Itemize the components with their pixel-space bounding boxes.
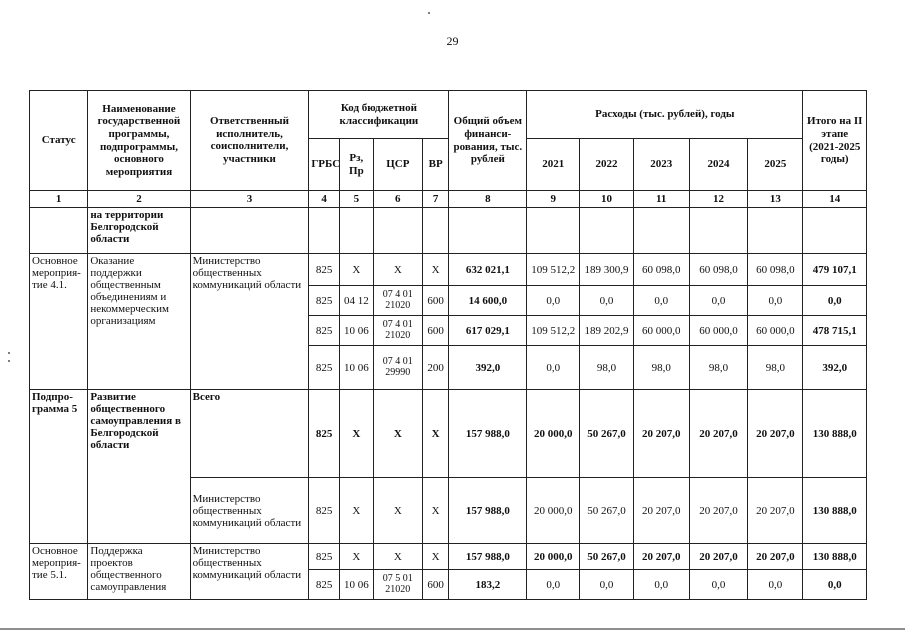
itogo-cell: 0,0	[803, 570, 867, 600]
header-2021: 2021	[527, 139, 580, 191]
header-2023: 2023	[633, 139, 689, 191]
total-cell: 157 988,0	[449, 478, 527, 544]
csr-cell: X	[373, 544, 422, 570]
status-cell: Основное мероприя-тие 5.1.	[30, 544, 88, 600]
itogo-cell: 130 888,0	[803, 544, 867, 570]
csr-cell: X	[373, 254, 422, 286]
vr-cell: 600	[422, 316, 449, 346]
responsible-all-cell: Всего	[190, 390, 309, 478]
vr-cell: 200	[422, 346, 449, 390]
header-name: Наименование государственной программы, подпрограммы, основного мероприятия	[88, 91, 190, 191]
y2021-cell: 20 000,0	[527, 544, 580, 570]
vr-cell: X	[422, 254, 449, 286]
csr-cell: 07 4 01 21020	[373, 286, 422, 316]
y2023-cell: 20 207,0	[633, 544, 689, 570]
page-number: 29	[446, 34, 459, 48]
grbs-cell: 825	[309, 570, 340, 600]
responsible-cell: Министерство общественных коммуникаций области	[190, 254, 309, 390]
grbs-cell: 825	[309, 316, 340, 346]
header-itogo: Итого на II этапе (2021-2025 годы)	[803, 91, 867, 191]
header-vr: ВР	[422, 139, 449, 191]
status-cell: Основное мероприя-тие 4.1.	[30, 254, 88, 390]
responsible-cell: Министерство общественных коммуникаций области	[190, 544, 309, 600]
y2022-cell: 50 267,0	[580, 390, 633, 478]
continuation-row	[30, 208, 867, 254]
y2024-cell: 60 098,0	[689, 254, 747, 286]
y2021-cell: 0,0	[527, 286, 580, 316]
table-row	[30, 390, 867, 478]
header-csr: ЦСР	[373, 139, 422, 191]
y2025-cell: 0,0	[748, 570, 803, 600]
y2025-cell: 60 098,0	[748, 254, 803, 286]
name-cell: Развитие общественного самоуправления в Белгородской области	[88, 390, 190, 544]
csr-cell: X	[373, 390, 422, 478]
y2021-cell: 0,0	[527, 346, 580, 390]
y2025-cell: 60 000,0	[748, 316, 803, 346]
scan-speck	[8, 352, 10, 354]
rz-cell: X	[340, 390, 374, 478]
y2023-cell: 20 207,0	[633, 478, 689, 544]
header-2025: 2025	[748, 139, 803, 191]
scan-speck	[8, 360, 10, 362]
col-index: 13	[748, 191, 803, 208]
rz-cell: 10 06	[340, 316, 374, 346]
csr-cell: 07 4 01 21020	[373, 316, 422, 346]
vr-cell: X	[422, 478, 449, 544]
budget-table	[29, 90, 867, 600]
y2025-cell: 0,0	[748, 286, 803, 316]
table-row	[30, 544, 867, 570]
col-index: 8	[449, 191, 527, 208]
header-status: Статус	[30, 91, 88, 191]
grbs-cell: 825	[309, 390, 340, 478]
y2024-cell: 20 207,0	[689, 544, 747, 570]
y2022-cell: 189 300,9	[580, 254, 633, 286]
total-cell: 392,0	[449, 346, 527, 390]
y2021-cell: 109 512,2	[527, 254, 580, 286]
table-row	[30, 254, 867, 286]
y2025-cell: 20 207,0	[748, 544, 803, 570]
rz-cell: 10 06	[340, 570, 374, 600]
csr-cell: 07 5 01 21020	[373, 570, 422, 600]
grbs-cell: 825	[309, 286, 340, 316]
rz-cell: 10 06	[340, 346, 374, 390]
header-expenses: Расходы (тыс. рублей), годы	[527, 91, 803, 139]
col-index: 3	[190, 191, 309, 208]
y2023-cell: 60 098,0	[633, 254, 689, 286]
y2021-cell: 109 512,2	[527, 316, 580, 346]
col-index: 9	[527, 191, 580, 208]
col-index: 6	[373, 191, 422, 208]
scan-speck	[428, 12, 430, 14]
y2023-cell: 60 000,0	[633, 316, 689, 346]
itogo-cell: 479 107,1	[803, 254, 867, 286]
col-index: 1	[30, 191, 88, 208]
csr-cell: X	[373, 478, 422, 544]
y2025-cell: 20 207,0	[748, 390, 803, 478]
grbs-cell: 825	[309, 254, 340, 286]
vr-cell: 600	[422, 570, 449, 600]
column-index-row	[30, 191, 867, 208]
y2024-cell: 20 207,0	[689, 478, 747, 544]
header-grbs: ГРБС	[309, 139, 340, 191]
y2022-cell: 0,0	[580, 570, 633, 600]
itogo-cell: 0,0	[803, 286, 867, 316]
grbs-cell: 825	[309, 478, 340, 544]
name-cell: Поддержка проектов общественного самоуправления	[88, 544, 190, 600]
total-cell: 14 600,0	[449, 286, 527, 316]
y2023-cell: 0,0	[633, 570, 689, 600]
y2023-cell: 20 207,0	[633, 390, 689, 478]
y2021-cell: 20 000,0	[527, 478, 580, 544]
header-budget-code: Код бюджетной классификации	[309, 91, 449, 139]
y2024-cell: 98,0	[689, 346, 747, 390]
y2024-cell: 0,0	[689, 286, 747, 316]
col-index: 5	[340, 191, 374, 208]
status-cell: Подпро-грамма 5	[30, 390, 88, 544]
col-index: 14	[803, 191, 867, 208]
y2024-cell: 20 207,0	[689, 390, 747, 478]
rz-cell: 04 12	[340, 286, 374, 316]
total-cell: 617 029,1	[449, 316, 527, 346]
rz-cell: X	[340, 544, 374, 570]
scan-edge-line	[0, 628, 905, 630]
csr-cell: 07 4 01 29990	[373, 346, 422, 390]
col-index: 7	[422, 191, 449, 208]
y2022-cell: 98,0	[580, 346, 633, 390]
itogo-cell: 392,0	[803, 346, 867, 390]
y2022-cell: 189 202,9	[580, 316, 633, 346]
y2022-cell: 50 267,0	[580, 478, 633, 544]
itogo-cell: 130 888,0	[803, 478, 867, 544]
rz-cell: X	[340, 478, 374, 544]
col-index: 2	[88, 191, 190, 208]
responsible-cell: Министерство общественных коммуникаций области	[190, 478, 309, 544]
y2022-cell: 0,0	[580, 286, 633, 316]
rz-cell: X	[340, 254, 374, 286]
col-index: 10	[580, 191, 633, 208]
y2025-cell: 20 207,0	[748, 478, 803, 544]
itogo-cell: 130 888,0	[803, 390, 867, 478]
y2024-cell: 0,0	[689, 570, 747, 600]
total-cell: 157 988,0	[449, 544, 527, 570]
header-total-volume: Общий объем финанси-рования, тыс. рублей	[449, 91, 527, 191]
header-rz: Рз, Пр	[340, 139, 374, 191]
itogo-cell: 478 715,1	[803, 316, 867, 346]
header-2022: 2022	[580, 139, 633, 191]
y2021-cell: 20 000,0	[527, 390, 580, 478]
header-2024: 2024	[689, 139, 747, 191]
total-cell: 157 988,0	[449, 390, 527, 478]
y2024-cell: 60 000,0	[689, 316, 747, 346]
col-index: 4	[309, 191, 340, 208]
y2021-cell: 0,0	[527, 570, 580, 600]
grbs-cell: 825	[309, 544, 340, 570]
total-cell: 183,2	[449, 570, 527, 600]
vr-cell: 600	[422, 286, 449, 316]
total-cell: 632 021,1	[449, 254, 527, 286]
continuation-name: на территории Белгородской области	[88, 208, 190, 254]
header-responsible: Ответственный исполнитель, соисполнители, участники	[190, 91, 309, 191]
y2022-cell: 50 267,0	[580, 544, 633, 570]
y2023-cell: 0,0	[633, 286, 689, 316]
col-index: 12	[689, 191, 747, 208]
y2025-cell: 98,0	[748, 346, 803, 390]
grbs-cell: 825	[309, 346, 340, 390]
y2023-cell: 98,0	[633, 346, 689, 390]
col-index: 11	[633, 191, 689, 208]
name-cell: Оказание поддержки общественным объединениям и некоммерческим организациям	[88, 254, 190, 390]
vr-cell: X	[422, 390, 449, 478]
vr-cell: X	[422, 544, 449, 570]
